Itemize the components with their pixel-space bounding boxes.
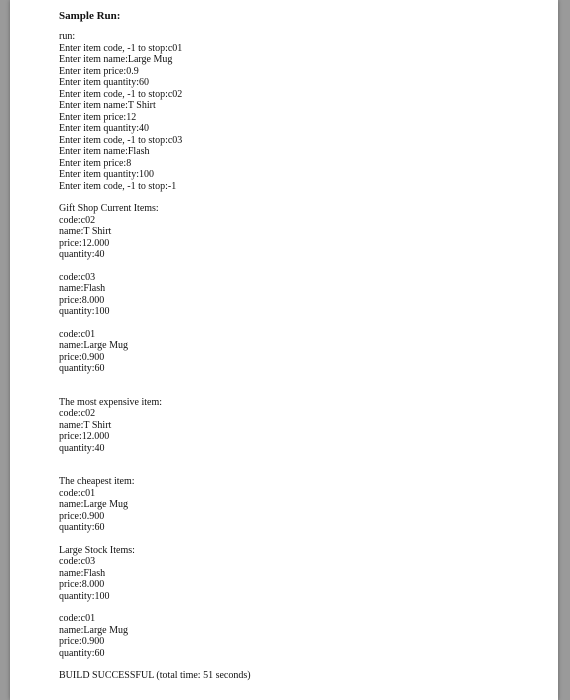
text-line: Enter item code, -1 to stop:c02 — [59, 88, 183, 100]
text-line: Enter item code, -1 to stop:-1 — [59, 180, 177, 192]
text-line: Enter item price:12 — [59, 111, 137, 123]
item-name: name:T Shirt — [59, 419, 112, 431]
item-quantity: quantity:40 — [59, 442, 105, 454]
cheapest-section — [59, 476, 539, 534]
item-price: price:8.000 — [59, 579, 105, 590]
item-price: price:0.900 — [59, 351, 105, 363]
text-line: Enter item code, -1 to stop:c03 — [59, 134, 183, 146]
item-code: code:c03 — [59, 556, 96, 567]
item-price: price:0.900 — [59, 510, 105, 522]
item-name: name:T Shirt — [59, 226, 112, 237]
section-header: The cheapest item: — [59, 476, 135, 487]
text-line: Enter item name:T Shirt — [59, 100, 156, 111]
current-items-section — [59, 203, 539, 375]
item-quantity: quantity:60 — [59, 647, 105, 659]
text-line: Enter item name:Large Mug — [59, 54, 173, 65]
item-quantity: quantity:100 — [59, 590, 110, 602]
item-name: name:Large Mug — [59, 340, 128, 351]
item-code: code:c03 — [59, 271, 96, 283]
document-page — [10, 0, 558, 700]
item-name: name:Large Mug — [59, 499, 128, 510]
section-header: Gift Shop Current Items: — [59, 203, 159, 214]
item-quantity: quantity:60 — [59, 363, 105, 374]
text-line: Enter item price:8 — [59, 157, 132, 169]
most-expensive-section — [59, 397, 539, 455]
item-quantity: quantity:40 — [59, 249, 105, 260]
text-line: Enter item price:0.9 — [59, 65, 139, 77]
build-status: BUILD SUCCESSFUL (total time: 51 seconds) — [59, 670, 251, 681]
item-price: price:0.900 — [59, 636, 105, 647]
text-line: Enter item quantity:40 — [59, 123, 149, 134]
document-content — [59, 10, 539, 682]
item-code: code:c01 — [59, 613, 96, 624]
item-name: name:Large Mug — [59, 624, 128, 636]
item-code: code:c02 — [59, 408, 96, 419]
input-block — [59, 31, 539, 192]
item-code: code:c02 — [59, 214, 96, 226]
section-header: The most expensive item: — [59, 396, 163, 408]
item-quantity: quantity:100 — [59, 306, 110, 317]
section-header: Large Stock Items: — [59, 544, 135, 556]
item-price: price:12.000 — [59, 237, 110, 249]
item-code: code:c01 — [59, 328, 96, 340]
item-code: code:c01 — [59, 487, 96, 499]
item-name: name:Flash — [59, 567, 106, 579]
item-price: price:8.000 — [59, 294, 105, 306]
text-line: Enter item name:Flash — [59, 146, 150, 157]
page-title: Sample Run: — [59, 10, 121, 22]
text-line: Enter item code, -1 to stop:c01 — [59, 42, 183, 54]
item-price: price:12.000 — [59, 431, 110, 442]
text-line: run: — [59, 31, 76, 42]
text-line: Enter item quantity:60 — [59, 77, 149, 88]
large-stock-section — [59, 545, 539, 660]
item-quantity: quantity:60 — [59, 522, 105, 533]
item-name: name:Flash — [59, 283, 106, 294]
text-line: Enter item quantity:100 — [59, 169, 154, 180]
